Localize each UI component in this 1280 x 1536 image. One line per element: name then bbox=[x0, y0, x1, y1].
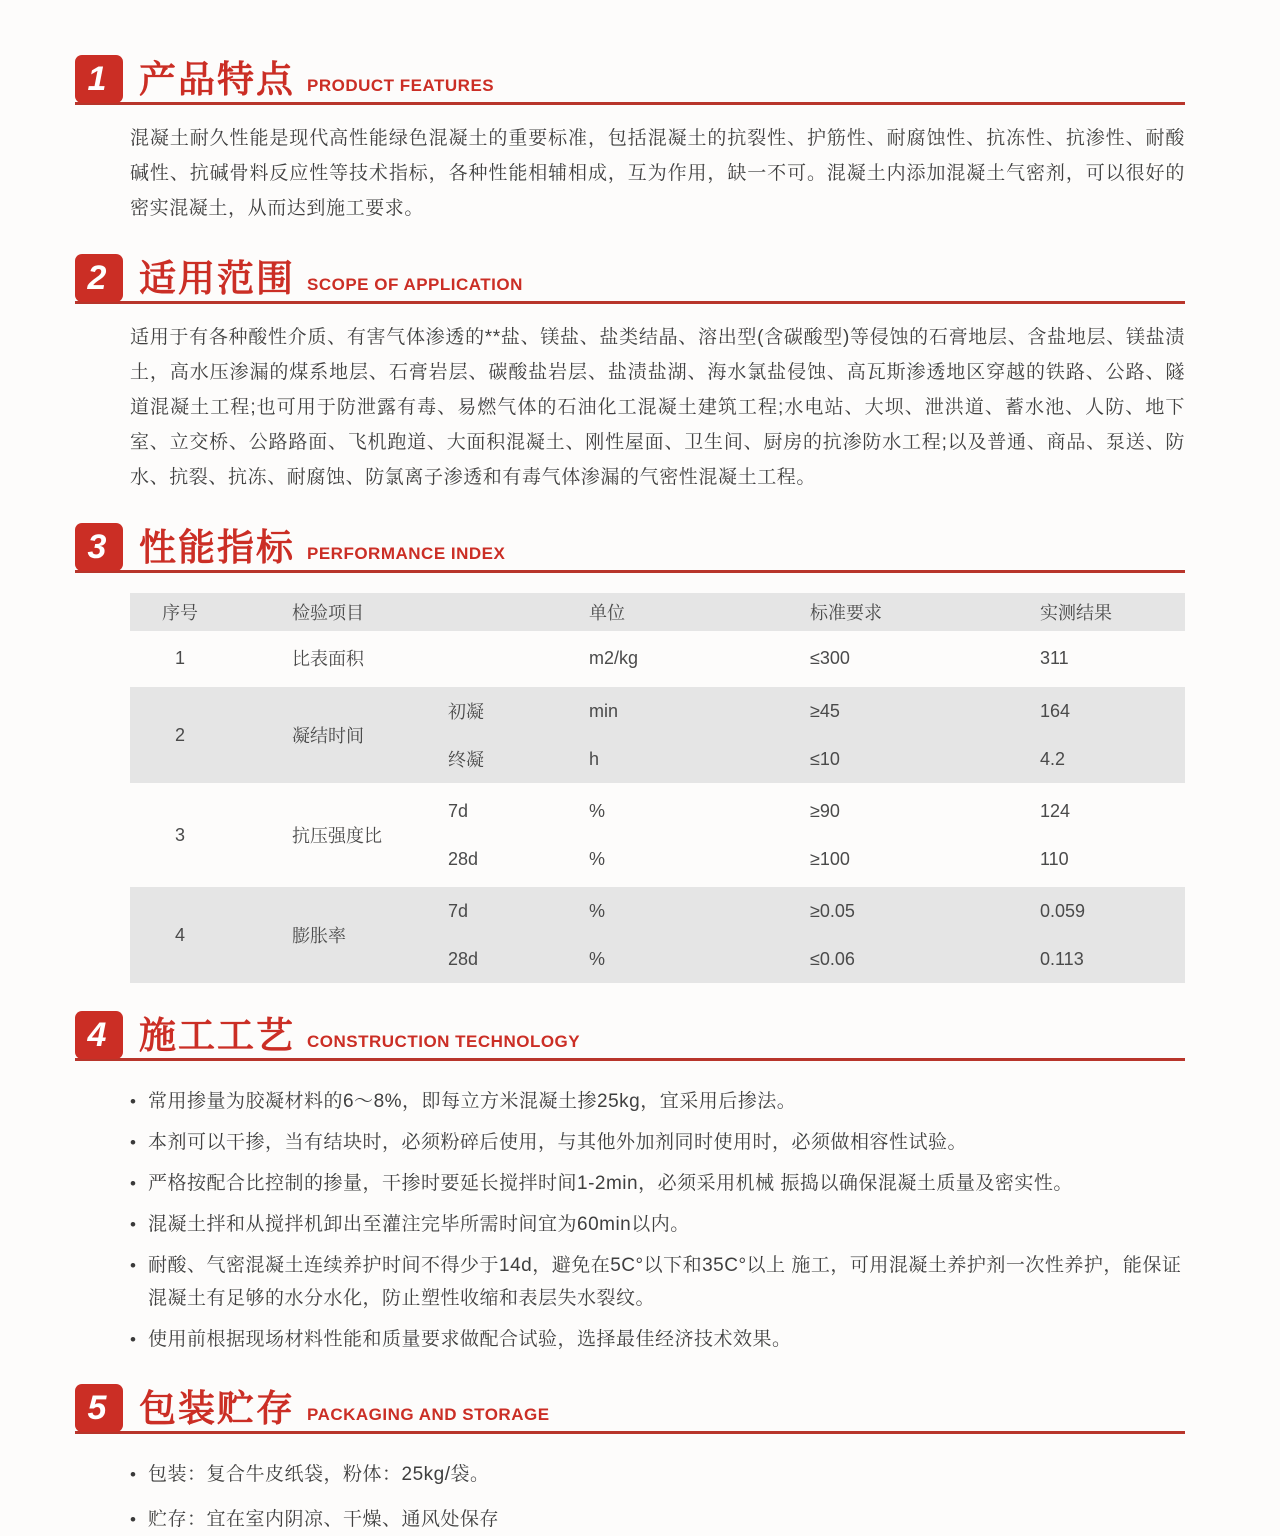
section-number: 1 bbox=[87, 60, 107, 98]
cell-unit: h bbox=[589, 748, 600, 769]
col-header-measured: 实测结果 bbox=[1040, 603, 1112, 623]
cell-unit: % bbox=[589, 848, 606, 869]
bullet-text: 包装：复合牛皮纸袋，粉体：25kg/袋。 bbox=[148, 1464, 490, 1485]
cell-measured: 110 bbox=[1040, 848, 1069, 869]
bullet-icon: • bbox=[130, 1330, 137, 1349]
section-header bbox=[75, 523, 1185, 573]
bullet-icon: • bbox=[130, 1215, 137, 1234]
section-number-badge bbox=[75, 1011, 123, 1059]
section-number: 4 bbox=[87, 1016, 107, 1054]
bullet-text: 本剂可以干掺，当有结块时，必须粉碎后使用，与其他外加剂同时使用时，必须做相容性试验。 bbox=[148, 1132, 968, 1153]
cell-sub: 28d bbox=[448, 948, 479, 969]
bullet-text: 贮存：宜在室内阴凉、干燥、通风处保存 bbox=[148, 1509, 500, 1530]
section-title-en: PACKAGING AND STORAGE bbox=[307, 1405, 550, 1424]
cell-measured: 0.059 bbox=[1040, 900, 1086, 921]
cell-unit: m2/kg bbox=[589, 647, 639, 668]
cell-item: 抗压强度比 bbox=[292, 826, 382, 846]
bullet-text: 使用前根据现场材料性能和质量要求做配合试验，选择最佳经济技术效果。 bbox=[148, 1329, 792, 1350]
cell-sub: 初凝 bbox=[448, 702, 484, 722]
section-header bbox=[75, 1011, 1185, 1061]
section-title-zh: 施工工艺 bbox=[139, 1015, 295, 1057]
performance-table bbox=[130, 593, 1185, 983]
cell-unit: % bbox=[589, 900, 606, 921]
cell-sub: 7d bbox=[448, 800, 469, 821]
table-row bbox=[130, 633, 1185, 683]
table-row-group bbox=[130, 787, 1185, 883]
section-number: 2 bbox=[87, 259, 107, 297]
list-item bbox=[130, 1208, 1185, 1241]
list-item bbox=[130, 1249, 1185, 1315]
section-header bbox=[75, 1384, 1185, 1434]
col-header-unit: 单位 bbox=[589, 603, 625, 623]
cell-sub: 终凝 bbox=[448, 750, 484, 770]
table-row-group bbox=[130, 887, 1185, 983]
cell-item: 比表面积 bbox=[292, 649, 364, 669]
cell-standard: ≤0.06 bbox=[810, 948, 855, 969]
bullet-text: 耐酸、气密混凝土连续养护时间不得少于14d，避免在5C°以下和35C°以上 施工，可用混凝土养护剂一次性养护，能保证混凝土有足够的水分水化，防止塑性收缩和表层失水裂纹。 bbox=[148, 1255, 1182, 1309]
cell-standard: ≤300 bbox=[810, 647, 850, 668]
section-number-badge bbox=[75, 523, 123, 571]
col-header-standard: 标准要求 bbox=[810, 603, 882, 623]
section-paragraph: 适用于有各种酸性介质、有害气体渗透的**盐、镁盐、盐类结晶、溶出型(含碳酸型)等侵蚀的石膏地层、含盐地层、镁盐渍土，高水压渗漏的煤系地层、石膏岩层、碳酸盐岩层、盐渍盐湖、海水氯盐侵蚀、高瓦斯渗透地区穿越的铁路、公路、隧道混凝土工程;也可用于防泄露有毒、易燃气体的石油化工混凝土建筑工程;水电站、大坝、泄洪道、蓄水池、人防、地下室、立交桥、公路路面、飞机跑道、大面积混凝土、刚性屋面、卫生间、厨房的抗渗防水工程;以及普通、商品、泵送、防水、抗裂、抗冻、耐腐蚀、防氯离子渗透和有毒气体渗漏的气密性混凝土工程。 bbox=[130, 327, 1185, 488]
bullet-icon: • bbox=[130, 1092, 137, 1111]
section-title-zh: 产品特点 bbox=[139, 59, 295, 101]
section-performance-index bbox=[75, 523, 1110, 983]
section-construction-technology bbox=[75, 1011, 1182, 1356]
section-header bbox=[75, 55, 1185, 105]
cell-measured: 164 bbox=[1040, 700, 1071, 721]
col-header-item: 检验项目 bbox=[292, 603, 364, 623]
cell-no: 3 bbox=[174, 824, 185, 845]
section-paragraph: 混凝土耐久性能是现代高性能绿色混凝土的重要标准，包括混凝土的抗裂性、护筋性、耐腐蚀性、抗冻性、抗渗性、耐酸碱性、抗碱骨料反应性等技术指标，各种性能相辅相成，互为作用，缺一不可。混凝土内添加混凝土气密剂，可以很好的密实混凝土，从而达到施工要求。 bbox=[130, 128, 1185, 219]
list-item bbox=[130, 1323, 1185, 1356]
bullet-icon: • bbox=[130, 1510, 137, 1529]
cell-measured: 311 bbox=[1040, 647, 1069, 668]
cell-measured: 4.2 bbox=[1040, 748, 1066, 769]
cell-standard: ≥45 bbox=[810, 700, 840, 721]
col-header-no: 序号 bbox=[162, 603, 198, 623]
cell-item: 凝结时间 bbox=[292, 726, 364, 746]
cell-standard: ≥0.05 bbox=[810, 900, 855, 921]
section-product-features bbox=[75, 55, 1185, 226]
bullet-list bbox=[130, 1458, 1185, 1536]
bullet-icon: • bbox=[130, 1465, 137, 1484]
table-row-group bbox=[130, 687, 1185, 783]
cell-no: 1 bbox=[174, 647, 185, 668]
section-number-badge bbox=[75, 55, 123, 103]
section-scope-of-application bbox=[75, 254, 1185, 495]
section-number-badge bbox=[75, 254, 123, 302]
section-title-en: SCOPE OF APPLICATION bbox=[307, 275, 523, 294]
bullet-list bbox=[130, 1085, 1185, 1356]
list-item bbox=[130, 1503, 1185, 1536]
cell-standard: ≥90 bbox=[810, 800, 840, 821]
section-number: 5 bbox=[87, 1389, 107, 1427]
section-title-en: PERFORMANCE INDEX bbox=[307, 544, 506, 563]
cell-standard: ≤10 bbox=[810, 748, 840, 769]
section-title-en: CONSTRUCTION TECHNOLOGY bbox=[307, 1032, 581, 1051]
cell-measured: 0.113 bbox=[1040, 948, 1084, 969]
section-title-zh: 适用范围 bbox=[139, 258, 295, 300]
cell-measured: 124 bbox=[1040, 800, 1071, 821]
bullet-text: 常用掺量为胶凝材料的6～8%，即每立方米混凝土掺25kg，宜采用后掺法。 bbox=[148, 1091, 797, 1112]
bullet-icon: • bbox=[130, 1174, 137, 1193]
cell-no: 2 bbox=[174, 724, 185, 745]
section-packaging-and-storage bbox=[75, 1384, 1110, 1536]
section-title-zh: 包装贮存 bbox=[139, 1388, 295, 1430]
section-title-zh: 性能指标 bbox=[139, 527, 295, 569]
cell-item: 膨胀率 bbox=[292, 926, 346, 946]
cell-standard: ≥100 bbox=[810, 848, 850, 869]
list-item bbox=[130, 1167, 1185, 1200]
section-title-en: PRODUCT FEATURES bbox=[307, 76, 495, 95]
bullet-text: 严格按配合比控制的掺量，干掺时要延长搅拌时间1-2min，必须采用机械 振捣以确保混凝土质量及密实性。 bbox=[148, 1173, 1073, 1194]
cell-sub: 7d bbox=[448, 900, 469, 921]
cell-unit: min bbox=[589, 700, 619, 721]
list-item bbox=[130, 1458, 1185, 1491]
bullet-icon: • bbox=[130, 1256, 137, 1275]
cell-unit: % bbox=[589, 800, 606, 821]
cell-sub: 28d bbox=[448, 848, 479, 869]
bullet-icon: • bbox=[130, 1133, 137, 1152]
list-item bbox=[130, 1126, 1185, 1159]
list-item bbox=[130, 1085, 1185, 1118]
bullet-text: 混凝土拌和从搅拌机卸出至灌注完毕所需时间宜为60min以内。 bbox=[148, 1214, 690, 1235]
section-number-badge bbox=[75, 1384, 123, 1432]
section-header bbox=[75, 254, 1185, 304]
cell-unit: % bbox=[589, 948, 606, 969]
table-header-row bbox=[130, 593, 1185, 631]
cell-no: 4 bbox=[174, 924, 185, 945]
section-number: 3 bbox=[87, 528, 107, 566]
